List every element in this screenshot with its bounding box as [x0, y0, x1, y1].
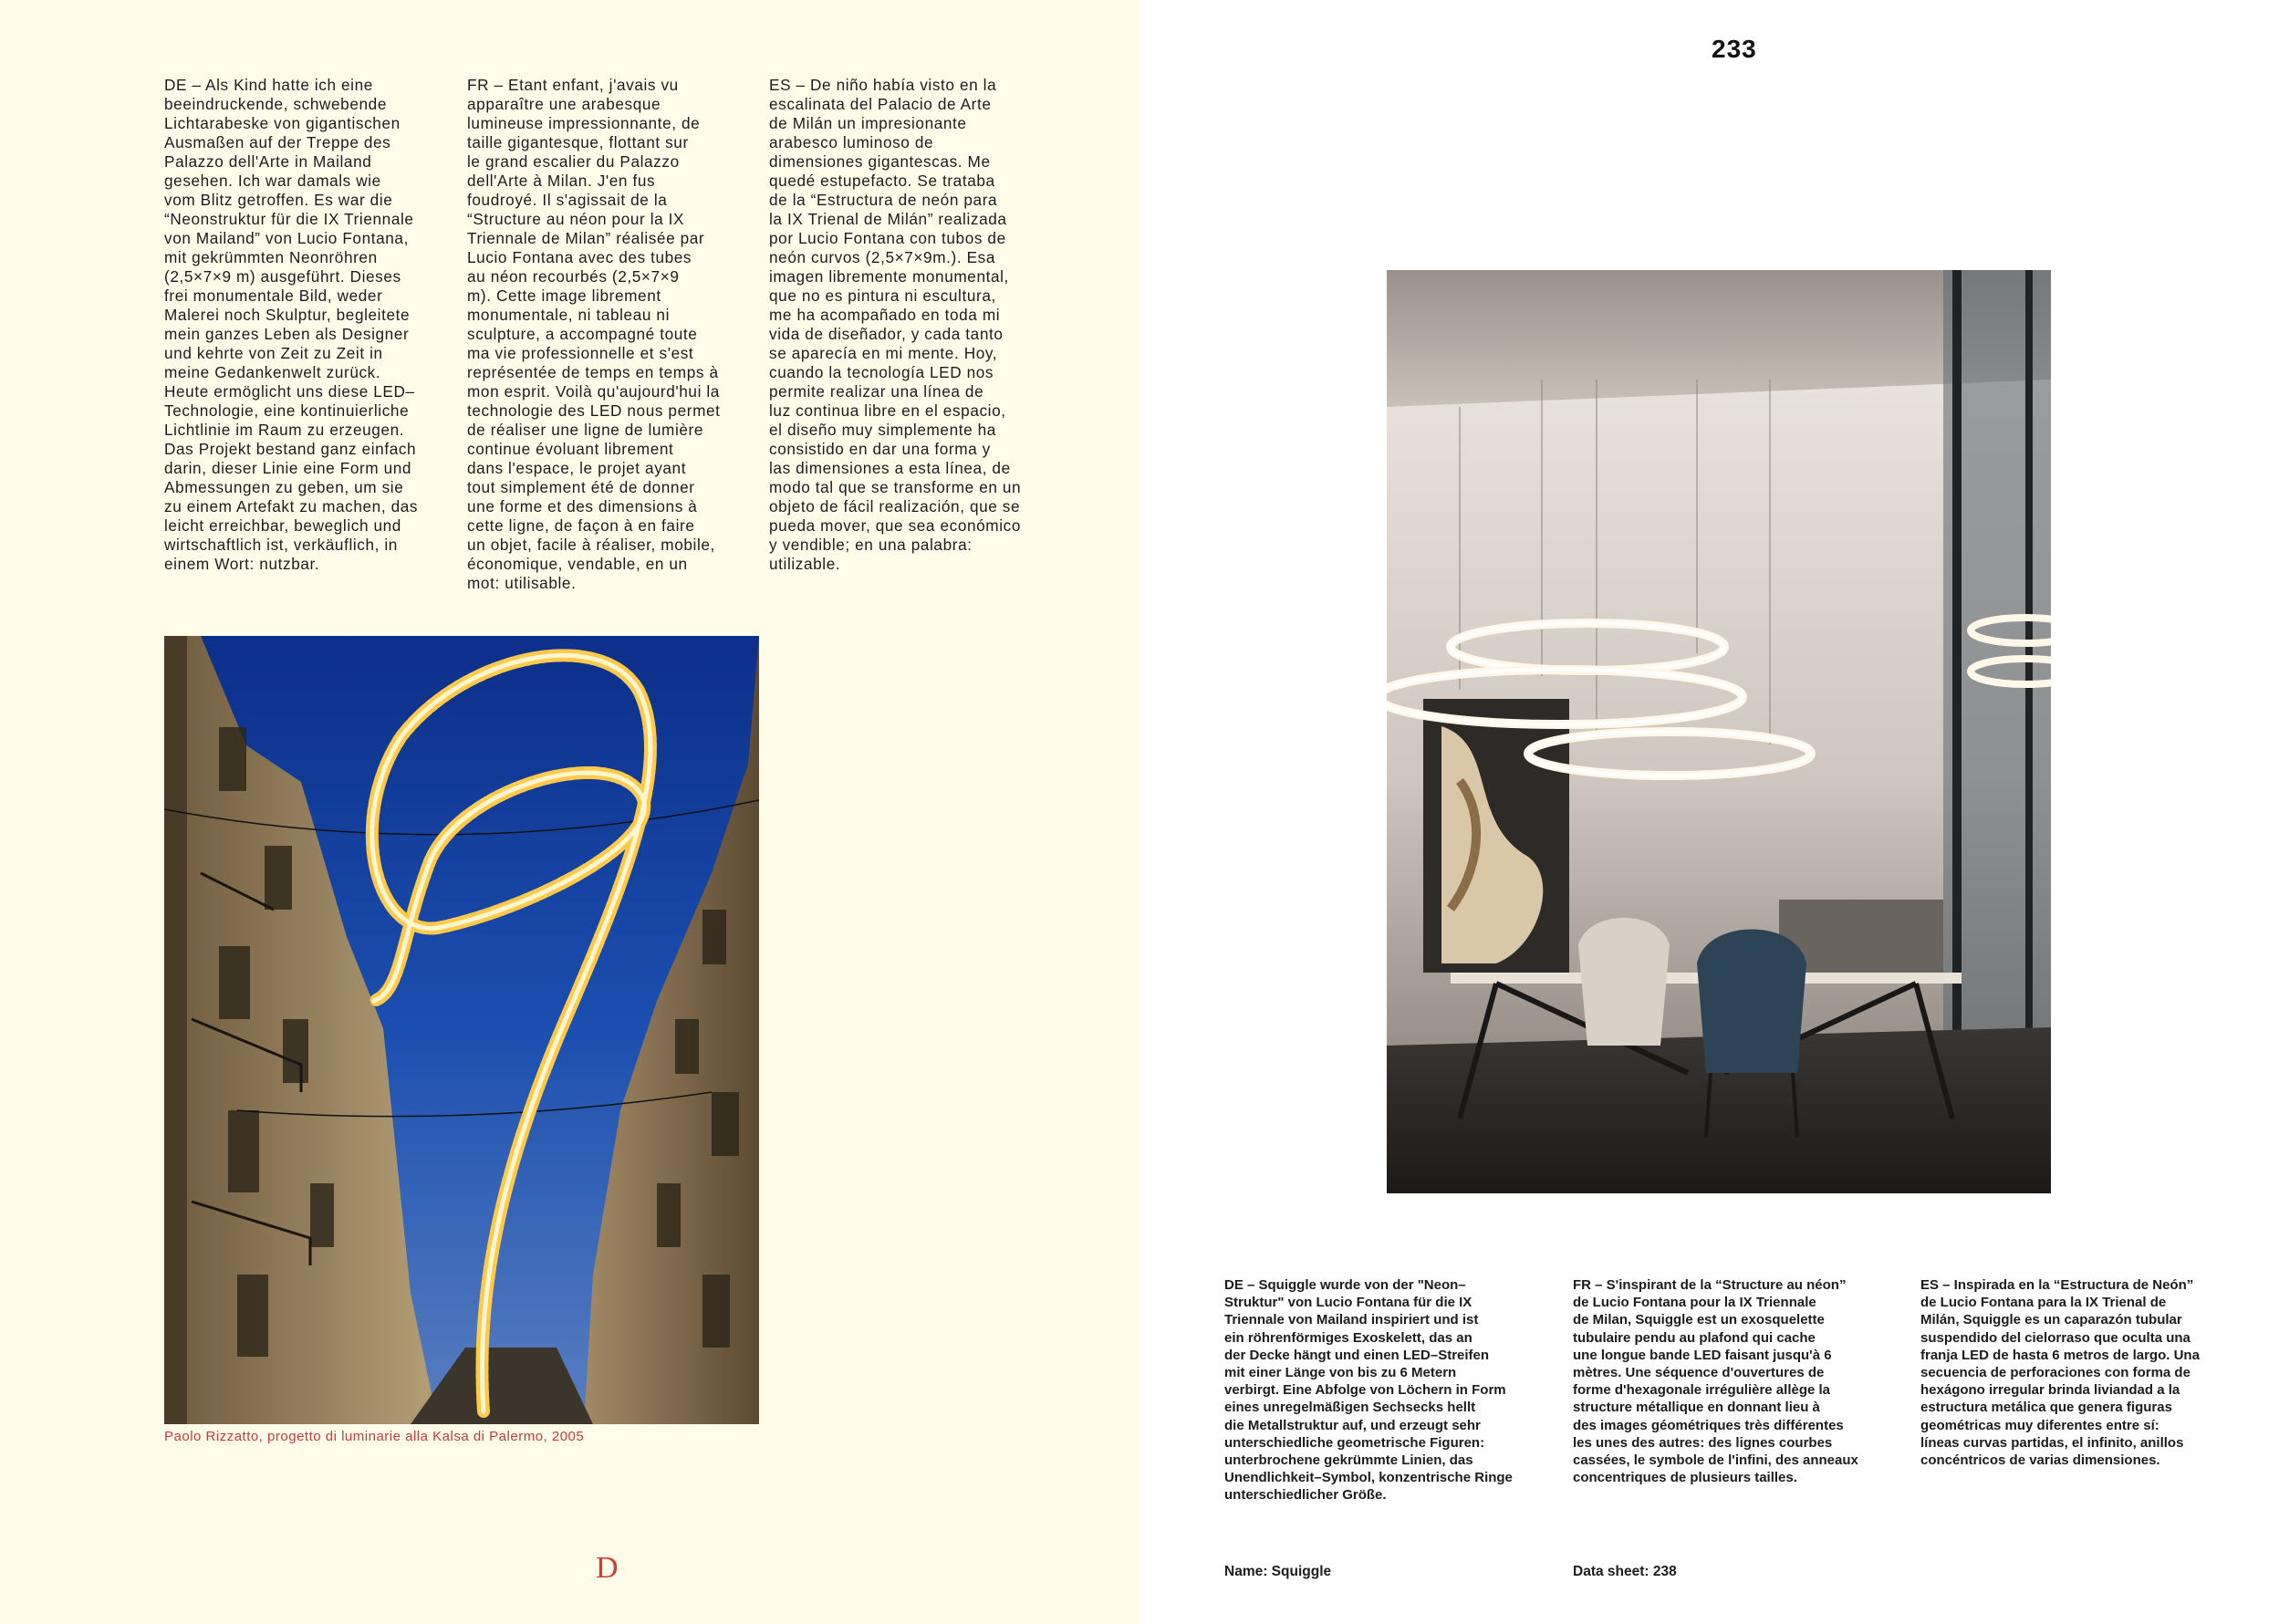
essay-column-de: DE – Als Kind hatte ich eine beeindruckende, schwebende Lichtarabeske von gigantischen Ausmaßen auf der Treppe des Palazzo dell'Arte in Mailand gesehen. Ich war damals wie vom Blitz getroffen. Es war die “Neonstruktur für die IX Triennale von Mailand” von Lucio Fontana, mit gekrümmten Neonröhren (2,5×7×9 m) ausgeführt. Dieses frei monumentale Bild, weder Malerei noch Skulptur, begleitete mein ganzes Leben als Designer und kehrte von Zeit zu Zeit in meine Gedankenwelt zurück. Heute ermöglicht uns diese LED– Technologie, eine kontinuierliche Lichtlinie im Raum zu erzeugen. Das Projekt bestand ganz einfach darin, dieser Linie eine Form und Abmessungen zu geben, um sie zu einem Artefakt zu machen, das leicht erreichbar, beweglich und wirtschaftlich ist, verkäuflich, in einem Wort: nutzbar. — [164, 76, 419, 573]
product-text-es: ES – Inspirada en la “Estructura de Neón” de Lucio Fontana para la IX Trienal de Milán, Squiggle es un caparazón tubular suspendido del cielorraso que oculta una franja LED de hasta 6 metros de largo. Una secuencia de perforaciones con forma de hexágono irregular brinda liviandad a la estructura metálica que genera figuras geométricas muy diferentes entre sí: líneas curvas partidas, el infinito, anillos concéntricos de varias dimensiones. — [1920, 1277, 2200, 1469]
essay-column-es: ES – De niño había visto en la escalinata del Palacio de Arte de Milán un impresionante arabesco luminoso de dimensiones gigantescas. Me quedé estupefacto. Se trataba de la “Estructura de neón para la IX Trienal de Milán” realizada por Lucio Fontana con tubos de neón curvos (2,5×7×9m.). Esa imagen libremente monumental, que no es pintura ni escultura, me ha acompañado en toda mi vida de diseñador, y cada tanto se aparecía en mi mente. Hoy, cuando la tecnología LED nos permite realizar una línea de luz continua libre en el espacio, el diseño muy simplemente ha consistido en dar una forma y las dimensiones a esta línea, de modo tal que se transforme en un objeto de fácil realización, que se pueda mover, que sea económico y vendible; en una palabra: utilizable. — [769, 76, 1022, 573]
photo-caption: Paolo Rizzatto, progetto di luminarie alla Kalsa di Palermo, 2005 — [164, 1429, 585, 1444]
product-name: Name: Squiggle — [1224, 1564, 1332, 1579]
product-text-fr: FR – S'inspirant de la “Structure au néon” de Lucio Fontana pour la IX Triennale de Milan, Squiggle est un exosquelette tubulaire pendu au plafond qui cache une longue bande LED faisant jusqu'à 6 mètres. Une séquence d'ouvertures de forme d'hexagonale irrégulière allège la structure métallique en donnant lieu à des images géométriques très différentes les unes des autres: des lignes courbes cassées, le symbole de l'infini, des anneaux concentriques de plusieurs tailles. — [1573, 1277, 1858, 1486]
folio-mark: D — [596, 1551, 619, 1585]
palermo-luminarie-photo — [164, 636, 759, 1424]
page-number: 233 — [1712, 35, 1757, 63]
essay-column-fr: FR – Etant enfant, j'avais vu apparaître une arabesque lumineuse impressionnante, de taille gigantesque, flottant sur le grand escalier du Palazzo dell'Arte à Milan. J'en fus foudroyé. Il s'agissait de la “Structure au néon pour la IX Triennale de Milan” réalisée par Lucio Fontana avec des tubes au néon recourbés (2,5×7×9 m). Cette image librement monumentale, ni tableau ni sculpture, a accompagné toute ma vie professionnelle et s'est représentée de temps en temps à mon esprit. Voilà qu'aujourd'hui la technologie des LED nous permet de réaliser une ligne de lumière continue évoluant librement dans l'espace, le projet ayant tout simplement été de donner une forme et des dimensions à cette ligne, de façon à en faire un objet, facile à réaliser, mobile, économique, vendable, en un mot: utilisable. — [467, 76, 721, 592]
product-text-de: DE – Squiggle wurde von der "Neon– Struktur" von Lucio Fontana für die IX Triennale von Mailand inspiriert und ist ein röhrenförmiges Exoskelett, das an der Decke hängt und einen LED–Streifen mit einer Länge von bis zu 6 Metern verbirgt. Eine Abfolge von Löchern in Form eines unregelmäßigen Sechsecks hellt die Metallstruktur auf, und erzeugt sehr unterschiedliche geometrische Figuren: unterbrochene gekrümmte Linien, das Unendlichkeit–Symbol, konzentrische Ringe unterschiedlicher Größe. — [1224, 1277, 1513, 1504]
squiggle-lamp-photo — [1387, 270, 2051, 1193]
data-sheet-ref: Data sheet: 238 — [1573, 1564, 1677, 1579]
